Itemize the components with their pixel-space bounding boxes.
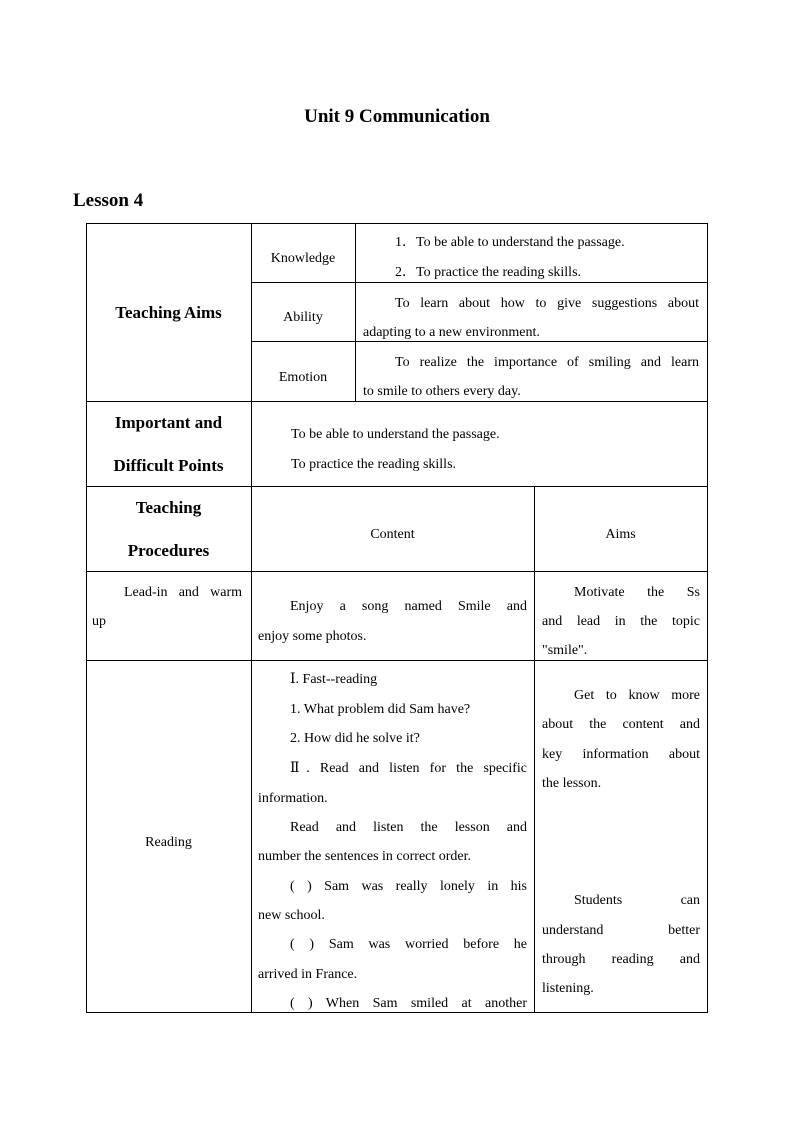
reading-content-line: information.	[258, 791, 328, 806]
table-border	[86, 223, 87, 1013]
reading-aim-line: about the content and	[542, 717, 700, 732]
table-border	[707, 223, 708, 1013]
emotion-text: To realize the importance of smiling and learn	[395, 355, 699, 370]
reading-content-line: arrived in France.	[258, 967, 358, 982]
lesson-heading: Lesson 4	[73, 190, 144, 211]
reading-content-line: ( ) Sam was worried before he	[290, 937, 527, 952]
leadin-aim: and lead in the topic	[542, 614, 700, 629]
emotion-text: to smile to others every day.	[363, 384, 521, 399]
leadin-stage: Lead-in and warm	[124, 585, 242, 600]
reading-content-line: Read and listen the lesson and	[290, 820, 527, 835]
leadin-aim: Motivate the Ss	[574, 585, 700, 600]
important-points-text: To be able to understand the passage.	[291, 427, 500, 442]
reading-content-line: ( ) Sam was really lonely in his	[290, 879, 527, 894]
table-border	[251, 223, 252, 1013]
table-border	[355, 223, 356, 401]
knowledge-text: 2．To practice the reading skills.	[395, 265, 582, 280]
teaching-aims-heading: Teaching Aims	[115, 303, 222, 322]
leadin-stage: up	[92, 614, 106, 629]
reading-content-line: Ⅱ. Read and listen for the specific	[290, 761, 527, 776]
important-points-heading: Difficult Points	[113, 456, 224, 475]
content-column-header: Content	[370, 527, 415, 542]
procedures-heading: Teaching	[135, 498, 202, 517]
reading-content-line: 1. What problem did Sam have?	[290, 702, 471, 717]
ability-label: Ability	[283, 310, 323, 325]
knowledge-label: Knowledge	[270, 251, 336, 266]
reading-content-line: 2. How did he solve it?	[290, 731, 420, 746]
reading-aim-line: listening.	[542, 981, 594, 996]
ability-text: adapting to a new environment.	[363, 325, 540, 340]
reading-aim-line: key information about	[542, 747, 700, 762]
important-points-heading: Important and	[114, 413, 223, 432]
reading-aim-line: the lesson.	[542, 776, 602, 791]
document-title: Unit 9 Communication	[304, 106, 490, 127]
leadin-aim: "smile".	[542, 643, 588, 658]
reading-aim-line: Students can	[574, 893, 700, 908]
table-border	[534, 486, 535, 1013]
lesson-plan-table	[86, 223, 708, 1013]
reading-stage: Reading	[145, 835, 192, 850]
reading-content-line: number the sentences in correct order.	[258, 849, 472, 864]
aims-column-header: Aims	[605, 527, 636, 542]
reading-content-line: ( ) When Sam smiled at another	[290, 996, 527, 1011]
reading-content-line: new school.	[258, 908, 325, 923]
table-border	[86, 223, 708, 224]
leadin-content: Enjoy a song named Smile and	[290, 599, 527, 614]
ability-text: To learn about how to give suggestions about	[395, 296, 699, 311]
reading-content-line: Ⅰ. Fast--reading	[290, 672, 378, 687]
important-points-text: To practice the reading skills.	[291, 457, 457, 472]
emotion-label: Emotion	[278, 370, 328, 385]
reading-aim-line: Get to know more	[574, 688, 700, 703]
knowledge-text: 1．To be able to understand the passage.	[395, 235, 625, 250]
reading-aim-line: through reading and	[542, 952, 700, 967]
reading-aim-line: understand better	[542, 923, 700, 938]
leadin-content: enjoy some photos.	[258, 629, 367, 644]
procedures-heading: Procedures	[127, 541, 210, 560]
